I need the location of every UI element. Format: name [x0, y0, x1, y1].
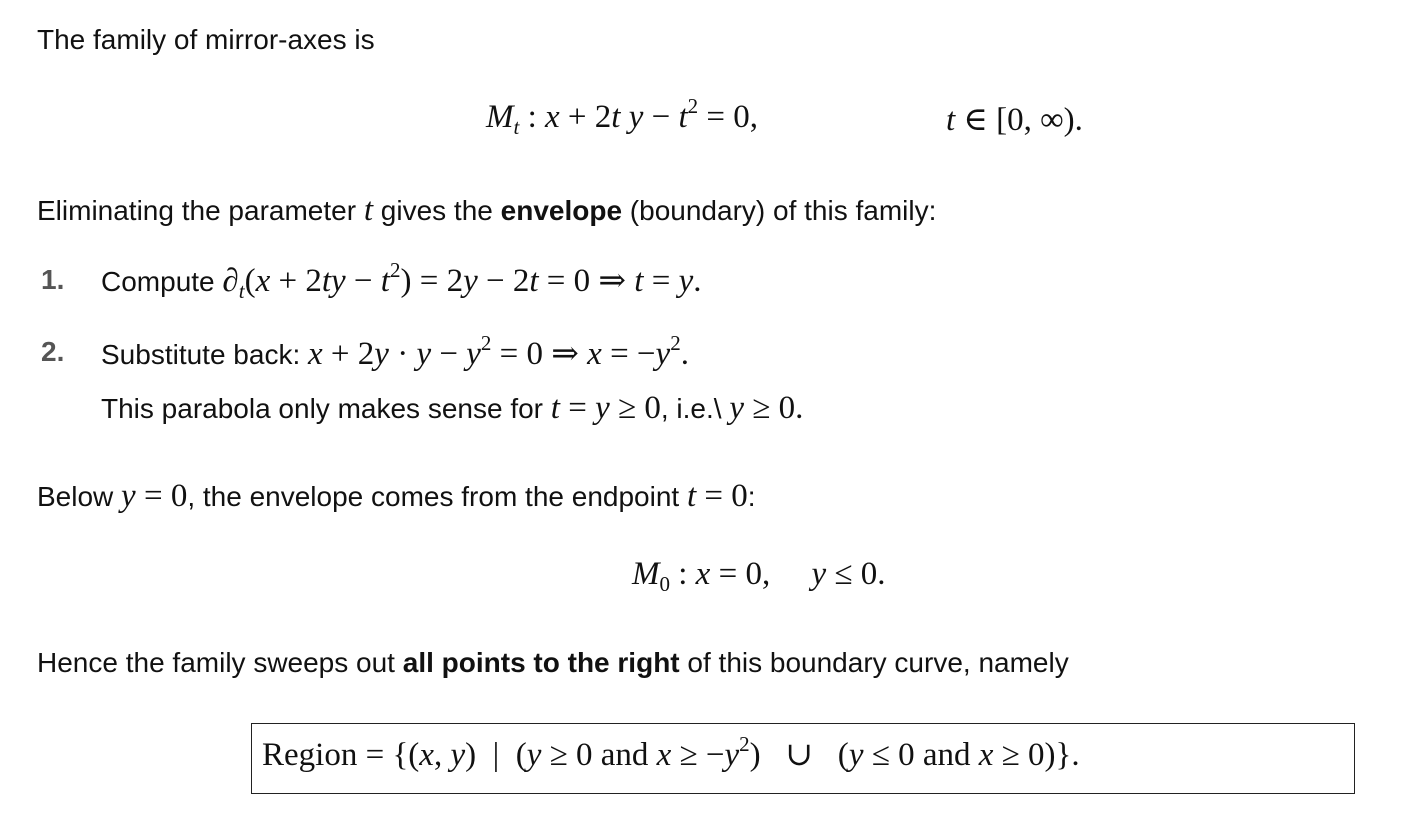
equation-mirror-axes: $M_t$ : x + 2t $y - t^2 = 0$, [486, 94, 759, 139]
step-2-number: 2. [41, 336, 65, 367]
step-2-note: This parabola only makes sense for t = y ≥ 0, i.e.\ y ≥ 0. [101, 390, 804, 426]
eq1-lhs: M [486, 99, 514, 135]
hence-text: Hence the family sweeps out all points to the right of this boundary curve, namely [37, 647, 1069, 678]
region-formula: Region = {(x, y) | (y ≥ 0 and $x \ge -y^2$) ∪ (y ≤ 0 and x ≥ 0)}. [262, 732, 1080, 773]
step-1-text: Compute $\partial_t(x + 2ty - t^2) = 2y - 2t = 0$ ⇒ t = y. [101, 258, 702, 303]
below-text: Below y = 0, the envelope comes from the endpoint t = 0: [37, 478, 756, 514]
equation-t-range: t ∈ [0, ∞). [946, 102, 1083, 138]
envelope-term: envelope [500, 195, 623, 226]
intro-text: The family of mirror-axes is [37, 24, 375, 55]
step-2-text: Substitute back: $x + 2y \cdot y - y^2 = 0$ ⇒ $x = -y^2$. [101, 331, 689, 372]
step-1-number: 1. [41, 264, 65, 295]
elimination-text: Eliminating the parameter t gives the envelope (boundary) of this family: [37, 192, 937, 228]
equation-m0: $M_0$ : x = 0, y ≤ 0. [632, 556, 886, 596]
all-points-term: all points to the right [402, 647, 680, 678]
region-box [251, 723, 1355, 794]
